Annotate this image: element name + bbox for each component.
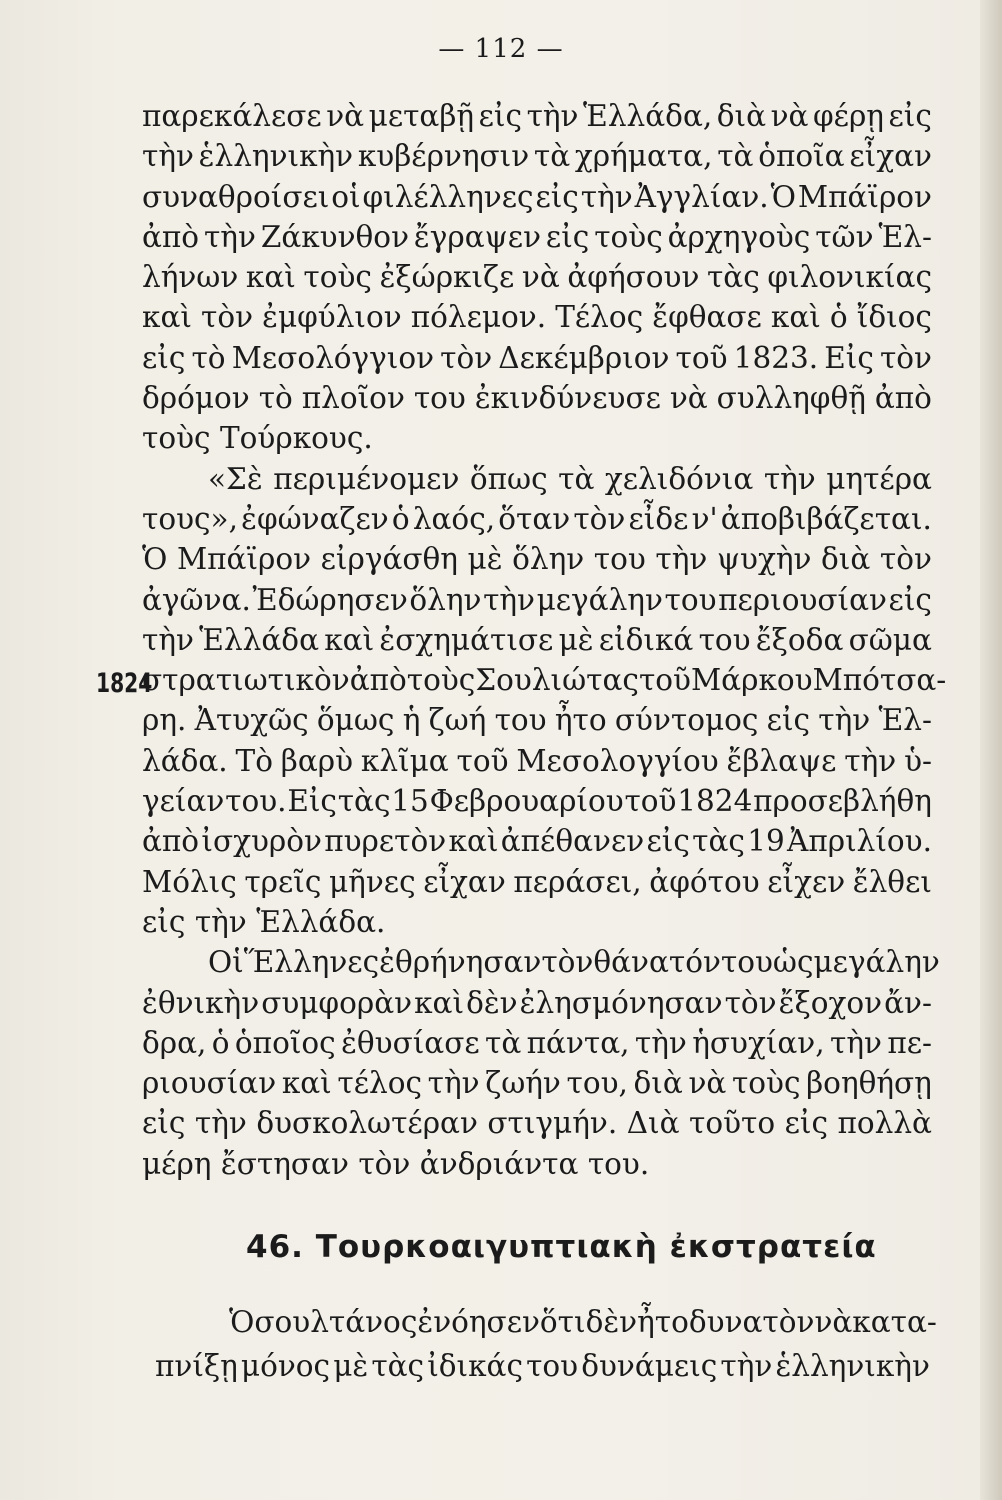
word: τους», [142,501,238,536]
word: καὶ [281,1066,332,1101]
word: Ὁ [770,179,796,214]
word: 1824 [677,784,753,819]
word: εἰς [888,582,932,617]
text-line [142,499,932,539]
text-line [142,580,932,620]
word: τὸ [258,381,293,416]
paragraph-3 [142,942,940,1184]
word: τοῦ [456,743,509,778]
text-line [142,217,932,257]
word: φιλέλληνες [362,179,534,214]
word: ἀφήσουν [567,260,700,295]
word: ἐθρήνησαν [379,945,542,980]
word: τὴν [580,179,633,214]
word: πε- [887,1025,932,1060]
word: Ζάκυνθον [260,219,410,254]
word: του, [566,1066,628,1101]
word: Ἐδώρησεν [252,582,408,617]
text-line [142,378,932,418]
word: Ἀπριλίου. [787,824,932,859]
word: Τὸ [235,743,273,778]
word: ἄν- [884,985,932,1020]
word: τὴν [483,582,535,617]
word: τὰ [485,1025,522,1060]
word: Ἑλλάδα, [583,99,713,133]
word: Μεσολογγίου [516,743,719,778]
word: τὴν [830,1025,882,1060]
word: ὁ [211,1025,230,1060]
word: Τούρκους. [219,421,373,456]
word: τρεῖς [244,864,322,899]
text-line [142,741,932,781]
word: ἐλησμόνησαν [519,985,723,1020]
text-line [142,821,932,861]
text-line [142,1063,932,1103]
word: ὅπως [469,461,548,496]
word: μεγάλην [536,582,663,617]
word: τοῦτο [689,1106,776,1141]
word: τὸν [724,985,777,1020]
word: τὴν [203,219,256,254]
text-line [142,96,932,136]
word: δυσκολωτέραν [256,1106,478,1141]
text-line [142,942,940,982]
word: μεγάλην [813,945,940,980]
word: εἰς [888,99,932,133]
word: Εἰς [824,340,874,375]
text-line [142,983,932,1023]
word: ἦτο [637,1305,689,1339]
word: προσεβλήθη [753,784,932,819]
word: ἡσυχίαν, [692,1025,825,1060]
word: τὰς [706,260,760,295]
word: τὴν [818,703,871,738]
word: ὅμως [316,703,395,738]
word: τὰ [717,139,754,174]
word: τοῦ [624,784,677,819]
word: μὲ [558,622,594,657]
word: στρατιωτικὸν [142,663,350,698]
word: καὶ [142,300,192,335]
word: ὅτι [539,1305,586,1339]
word: λήνων [142,260,239,295]
text-line [142,257,932,297]
word: ὑ- [904,743,932,778]
word: εἰς [142,904,186,939]
word: ἐκινδύνευσε [474,381,661,416]
word: χρήματα, [574,139,713,174]
word: δρα, [142,1025,207,1060]
word: Ἑλλάδα [199,622,319,657]
text-line [142,177,932,217]
word: καὶ [245,260,296,295]
word: περιουσίαν [718,582,887,617]
word: τὴν [720,1349,773,1383]
word: του [494,703,547,738]
word: διὰ [633,1066,683,1101]
word: ἐξώρκιζε [379,260,515,295]
word: του [593,542,646,577]
word: τὴν [194,904,247,939]
word: τὴν [763,461,816,496]
word: ὅλην [512,542,585,577]
word: τὴν [655,542,708,577]
word: τοὺς [406,663,476,698]
text-line [142,459,932,499]
text-line [155,1344,930,1388]
word: ὁ [829,300,848,335]
word: τὰ [533,139,571,174]
word: ἔγραψεν [413,219,541,254]
word: σῶμα [848,622,932,657]
word: τοὺς [594,219,663,254]
word: Οἱ [208,945,244,980]
word: Μεσολόγγιον [231,340,435,375]
word: εἰς [646,824,690,859]
word: ὡς [772,945,814,980]
text-line [142,297,932,337]
word: τὸν [879,542,932,577]
word: τὸν [541,945,594,980]
word: πόλεμον. [410,300,547,335]
margin-year-note: 1824 [96,668,153,699]
word: ἐμφύλιον [262,300,402,335]
word: 1823. [733,340,819,375]
word: εἰς [142,1106,186,1141]
word: κλῖμα [360,743,449,778]
word: ἑλληνικὴν [198,139,354,174]
word: ὁποῖος [234,1025,336,1060]
word: ὅλην [409,582,482,617]
word: νὰ [814,1305,853,1339]
word: καὶ [324,622,375,657]
word: γείαν [142,784,225,819]
word: ἀνδριάντα [419,1146,579,1181]
word: κατα- [852,1305,937,1339]
word: εἶχαν [423,864,506,899]
word: ἑλληνικὴν [775,1349,930,1383]
text-line [142,1023,932,1063]
word: του [698,622,751,657]
section-text [155,1300,937,1388]
word: ἐθνικὴν [142,985,260,1020]
word: εἰς [478,99,523,133]
word: βοηθήσῃ [806,1066,932,1101]
word: παρεκάλεσε [142,99,322,133]
word: τοῦ [675,340,728,375]
word: τὸν [573,501,626,536]
word: συναθροίσει [142,179,330,214]
word: ρη. [142,703,187,738]
word: ἔστησαν [220,1146,349,1181]
word: ζωήν [485,1066,561,1101]
word: μὲ [467,542,503,577]
word: φέρῃ [813,99,884,133]
word: νὰ [688,1066,727,1101]
word: Μπάϊρον [176,542,312,577]
word: τὸν [879,340,932,375]
word: τὸ [191,340,226,375]
word: νὰ [669,381,708,416]
word: δρόμον [142,381,250,416]
word: τοὺς [303,260,372,295]
word: χελιδόνια [604,461,754,496]
word: τὴν [844,743,897,778]
word: πυρετὸν [324,824,447,859]
word: τὰς [337,784,391,819]
text-line [142,539,932,579]
word: ἐσχημάτισε [379,622,554,657]
word: ἔφθασε [652,300,762,335]
word: ριουσίαν [142,1066,277,1101]
word: φιλονικίας [767,260,932,295]
word: καὶ [770,300,821,335]
word: τοὺς [731,1066,801,1101]
text-line [155,1300,937,1344]
word: Δεκέμβριον [498,340,670,375]
word: Ἕλληνες [243,945,380,980]
word: ν' [691,501,718,536]
word: λάδα. [142,743,228,778]
text-line [142,136,932,176]
word: Ἀγγλίαν. [634,179,769,214]
word: ἀπὸ [874,381,932,416]
text-line [142,418,932,458]
word: τὸν [440,340,493,375]
word: μῆνες [329,864,416,899]
word: Ὁ [229,1305,255,1339]
word: τὴν [634,1025,687,1060]
word: ἀπὸ [349,663,407,698]
word: πάντα, [526,1025,630,1060]
word: ἀπέθανεν [500,824,645,859]
word: τὰς [692,824,745,859]
word: εἰργάσθη [320,542,458,577]
word: εἶδε [628,501,689,536]
word: σουλτάνος [254,1305,418,1339]
word: Ἀτυχῶς [194,703,309,738]
word: Φεβρουαρίου [429,784,624,819]
word: διὰ [821,542,871,577]
word: Μπάϊρον [797,179,932,214]
word: ὅταν [498,501,571,536]
word: του [526,1349,579,1383]
word: τὴν [142,622,194,657]
word: ζωή [428,703,487,738]
word: καὶ [448,824,499,859]
text-line [142,620,932,660]
word: Μπότσα- [812,663,947,698]
word: 15 [391,784,429,819]
word: εἰς [535,179,579,214]
section-heading: 46. Τουρκοαιγυπτιακὴ ἐκστρατεία [246,1229,877,1265]
word: ἀπὸ [142,824,200,859]
word: του [664,582,717,617]
word: «Σὲ [208,461,263,496]
word: εἰς [784,1106,828,1141]
word: Τέλος [555,300,644,335]
word: τὸν [201,300,254,335]
text-line [142,1103,932,1143]
word: εἶχεν [767,864,846,899]
word: ὁποῖα [758,139,845,174]
word: ἰδικάς [427,1349,523,1383]
word: Ἑλ- [878,703,932,738]
word: κυβέρνησιν [357,139,530,174]
word: ἐνόησεν [417,1305,540,1339]
word: τοῦ [638,663,691,698]
word: τὴν [427,1066,480,1101]
word: δὲν [466,985,518,1020]
word: ἐφώναζεν [241,501,389,536]
word: ἔβλαψε [726,743,837,778]
word: στιγμήν. [487,1106,618,1141]
word: Σουλιώτας [475,663,639,698]
word: του. [587,1146,650,1181]
word: του. [225,784,287,819]
word: Μάρκου [690,663,813,698]
word: εἶχαν [849,139,932,174]
word: περιμένομεν [273,461,460,496]
text-line [142,700,932,740]
page-spine-shadow [980,0,1002,1500]
word: συμφορὰν [261,985,413,1020]
word: νὰ [326,99,365,133]
word: ἀφότου [649,864,760,899]
paragraph-2 [142,459,947,943]
word: ἔξοχον [778,985,883,1020]
word: νὰ [521,260,560,295]
word: τὴν [526,99,579,133]
word: σύντομος [614,703,759,738]
word: εἰς [142,340,186,375]
word: ἡ [402,703,421,738]
word: συλληφθῇ [716,381,866,416]
word: ἦτο [554,703,607,738]
word: τὸν [358,1146,411,1181]
word: καὶ [414,985,465,1020]
body-text [142,96,947,1184]
word: ἀπὸ [142,219,200,254]
word: τὴν [194,1106,247,1141]
word: τὴν [142,139,194,174]
word: ἴδιος [856,300,932,335]
text-line [142,781,932,821]
word: ὁ [391,501,410,536]
word: Ἑλ- [878,219,932,254]
word: μέρη [142,1146,212,1181]
word: του [720,945,773,980]
paragraph-1 [142,96,932,459]
word: δυνάμεις [581,1349,718,1383]
word: ἀποβιβάζεται. [720,501,932,536]
word: λαός, [412,501,496,536]
text-line [142,902,932,942]
word: του [413,381,466,416]
word: τοὺς [142,421,211,456]
word: εἰς [766,703,811,738]
word: μητέρα [826,461,932,496]
word: πλοῖον [301,381,405,416]
word: Εἰς [287,784,337,819]
word: Μόλις [142,864,237,899]
text-line [142,660,947,700]
word: 19 [747,824,785,859]
word: ἐθυσίασε [341,1025,480,1060]
word: δυνατὸν [688,1305,815,1339]
word: περάσει, [513,864,642,899]
word: τέλος [337,1066,422,1101]
word: Ὁ [142,542,168,577]
word: πνίξῃ [155,1349,238,1383]
word: ἀγῶνα. [142,582,251,617]
word: διὰ [716,99,767,133]
word: μόνος [240,1349,331,1383]
word: οἱ [331,179,361,214]
word: Ἑλλάδα. [256,904,386,939]
text-line [142,338,932,378]
word: βαρὺ [280,743,354,778]
word: θάνατόν [593,945,721,980]
word: ἔξοδα [755,622,844,657]
text-line [142,862,932,902]
word: μεταβῇ [368,99,475,133]
word: ἀρχηγοὺς [667,219,811,254]
word: δὲν [585,1305,638,1339]
word: ψυχὴν [716,542,812,577]
word: τὰς [371,1349,425,1383]
word: εἰδικά [598,622,694,657]
word: μὲ [333,1349,369,1383]
page-number: — 112 — [438,34,564,64]
word: τῶν [815,219,874,254]
word: πολλὰ [837,1106,932,1141]
word: νὰ [770,99,809,133]
word: ἔλθει [852,864,932,899]
text-line [142,1144,932,1184]
word: εἰς [545,219,590,254]
word: τὰ [558,461,595,496]
word: ἰσχυρὸν [201,824,322,859]
word: Διὰ [626,1106,680,1141]
